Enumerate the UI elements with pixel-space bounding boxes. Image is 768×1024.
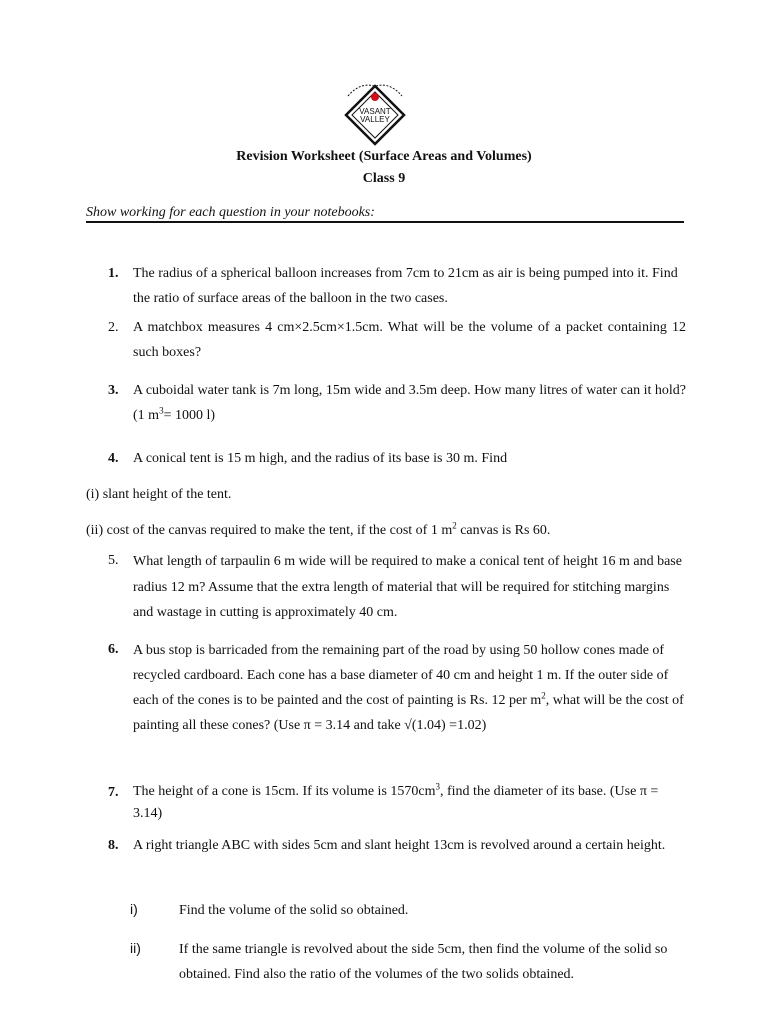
question-number: 8. <box>108 838 119 853</box>
question-text: What length of tarpaulin 6 m wide will be required to make a conical tent of height 16 m and base radius 12 m? Assume that the extra length of material that will be required for stitching margins and wastage in cutting is approximately 40 cm. <box>133 554 682 620</box>
question-number: 1. <box>108 266 119 281</box>
question-text: A bus stop is barricaded from the remaining part of the road by using 50 hollow cones made of recycled cardboard. Each cone has a base diameter of 40 cm and height 1 m. If the outer side of each of the cones is to be painted and the cost of painting is Rs. 12 per $m^2$, what will be the cost of painting all these cones? (Use π = 3.14 and take √(1.04) =1.02) <box>133 643 684 733</box>
question-text: A conical tent is 15 m high, and the radius of its base is 30 m. Find <box>133 451 508 466</box>
logo-line-1: VASANT <box>359 107 391 116</box>
question-text: The radius of a spherical balloon increases from 7cm to 21cm as air is being pumped into it. Find the ratio of surface areas of the balloon in the two cases. <box>133 266 678 306</box>
question-text: A right triangle ABC with sides 5cm and slant height 13cm is revolved around a certain height. <box>133 838 666 853</box>
question-text: A cuboidal water tank is 7m long, 15m wide and 3.5m deep. How many litres of water can it hold? (1 $m^3= 1000$ l) <box>133 383 686 423</box>
question-number: 5. <box>108 553 119 568</box>
q4-part-i: (i) slant height of the tent. <box>86 487 232 502</box>
logo-line-2: VALLEY <box>360 115 390 124</box>
instruction-text: Show working for each question in your notebooks: <box>86 205 375 220</box>
question-text: The height of a cone is 15cm. If its volume is $1570cm^3$, find the diameter of its base. (Use π = 3.14) <box>133 781 659 821</box>
sub-number: i) <box>130 901 138 917</box>
sub-text: If the same triangle is revolved about the side 5cm, then find the volume of the solid so obtained. Find also the ratio of the volumes of the two solids obtained. <box>179 942 668 982</box>
question-number: 3. <box>108 383 119 398</box>
question-number: 7. <box>108 785 119 800</box>
question-number: 4. <box>108 451 119 466</box>
question-number: 6. <box>108 642 119 657</box>
worksheet-title: Revision Worksheet (Surface Areas and Volumes) <box>236 149 532 164</box>
question-number: 2. <box>108 320 119 335</box>
divider <box>86 221 684 223</box>
sub-number: ii) <box>130 940 141 956</box>
question-text: A matchbox measures 4 cm×2.5cm×1.5cm. What will be the volume of a packet containing 12 such boxes? <box>133 320 686 360</box>
q4-part-ii: (ii) cost of the canvas required to make the tent, if the cost of 1 $m^2$ canvas is Rs 60. <box>86 520 551 538</box>
class-label: Class 9 <box>362 171 406 186</box>
sub-text: Find the volume of the solid so obtained. <box>179 903 409 918</box>
school-logo <box>340 80 410 146</box>
